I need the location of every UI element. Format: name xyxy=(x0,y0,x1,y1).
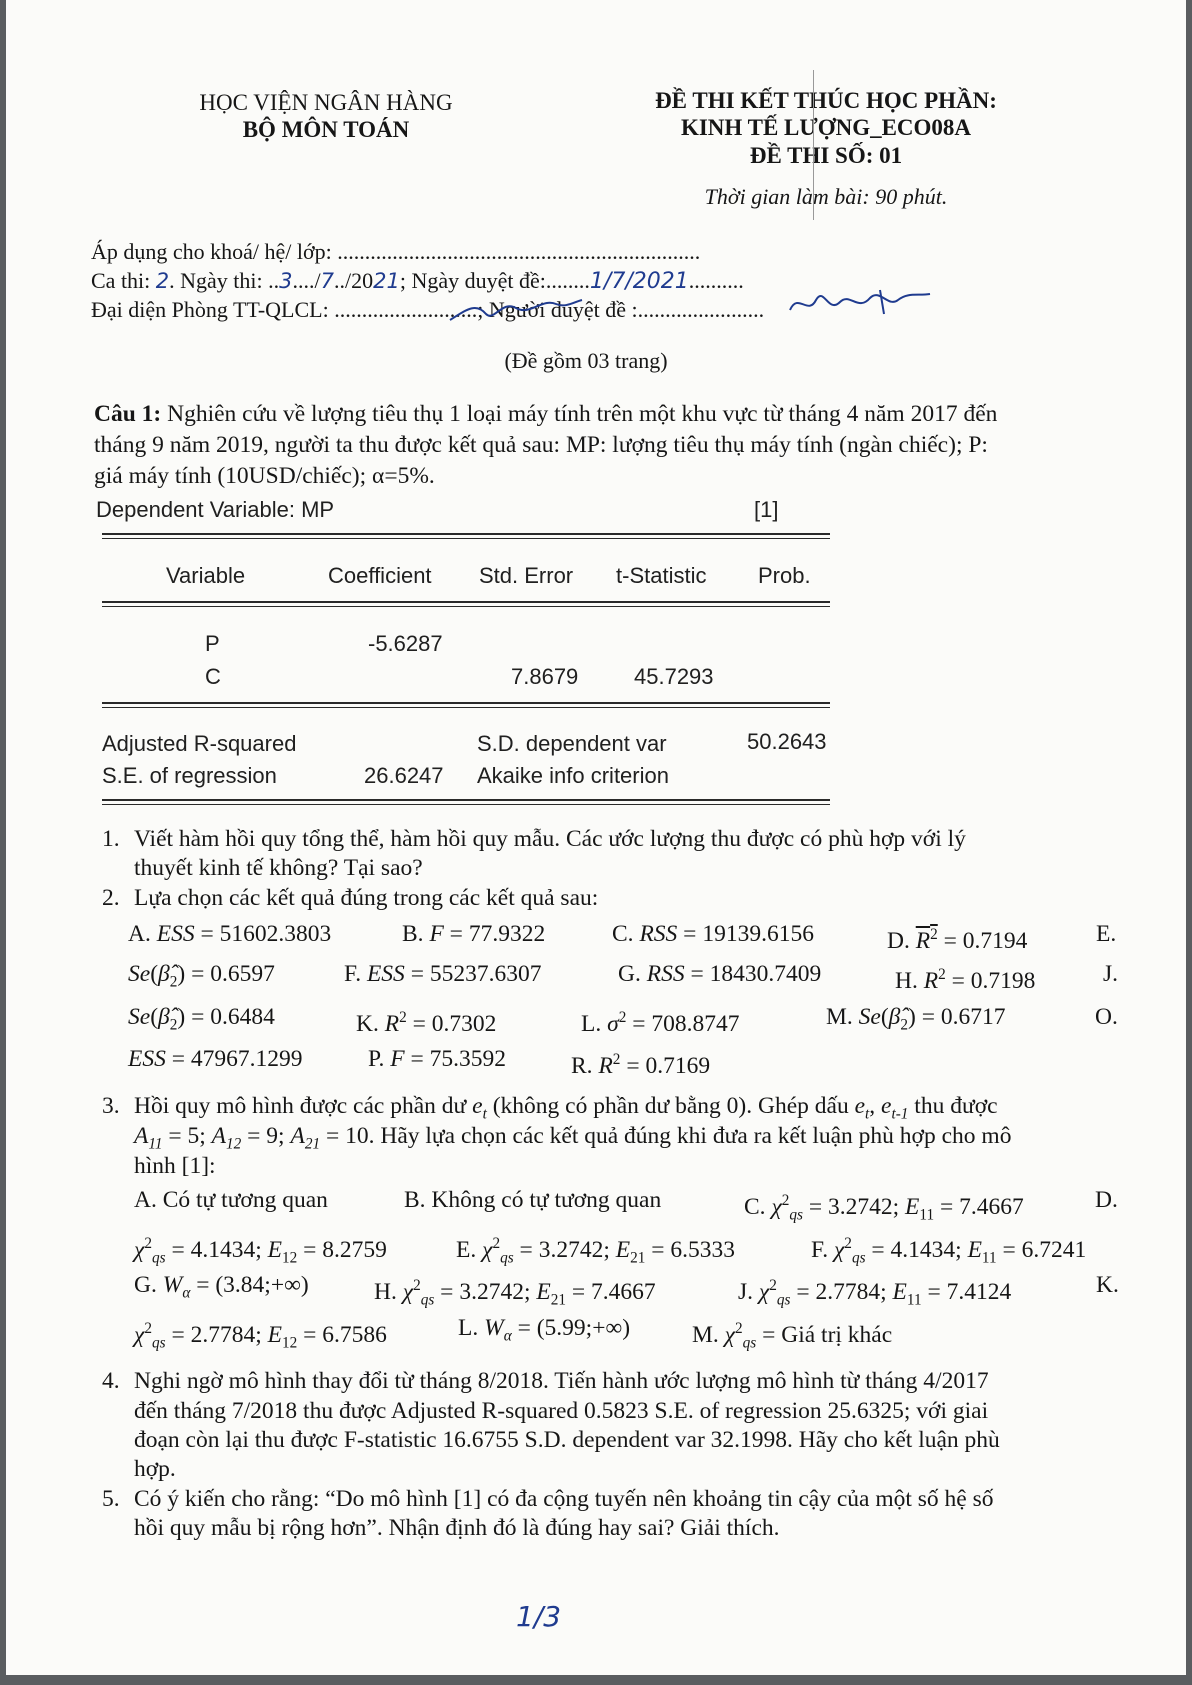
q2-option-m: M. $Se(\betâ_2) = 0.6717$ xyxy=(826,1004,1006,1034)
q3-option-e: E. $\chi^2_{qs} = 3.2742$; $E_{21} = 6.5333$ xyxy=(456,1235,735,1267)
handwritten-year: 21 xyxy=(373,269,400,293)
akaike-label: Akaike info criterion xyxy=(477,763,669,788)
question1-line3: giá máy tính (10USD/chiếc); α=5%. xyxy=(94,463,435,489)
item2-number: 2. xyxy=(102,885,120,911)
handwritten-page-number: 1/3 xyxy=(516,1600,562,1633)
representative-line: Đại diện Phòng TT-QLCL: ..........................; Người duyệt đề :....................... xyxy=(91,297,765,322)
q3-option-d: $\chi^2_{qs} = 4.1434$; $E_{12} = 8.2759$ xyxy=(134,1235,387,1267)
q3-option-l: L. $W_\alpha$ = (5.99;+∞) xyxy=(458,1315,631,1345)
table-mid-rule xyxy=(102,702,830,704)
q3-option-j: J. $\chi^2_{qs} = 2.7784$; $E_{11} = 7.4124$ xyxy=(738,1277,1012,1309)
row-c-variable: C xyxy=(205,664,221,689)
q2-option-c: C. RSS = 19139.6156 xyxy=(612,921,814,947)
table-bottom-rule xyxy=(102,799,830,801)
handwritten-month: 7 xyxy=(320,269,335,293)
q3-option-g: G. $W_\alpha$ = (3.84;+∞) xyxy=(134,1272,309,1302)
q3-option-c: C. $\chi^2_{qs} = 3.2742$; $E_{11} = 7.4667$ xyxy=(744,1192,1024,1224)
q3-option-a: A. Có tự tương quan xyxy=(134,1187,328,1213)
col-header-t-stat: t-Statistic xyxy=(616,563,707,588)
q3-option-m: M. $\chi^2_{qs}$ = Giá trị khác xyxy=(692,1320,893,1352)
item5-number: 5. xyxy=(102,1486,120,1512)
item4-number: 4. xyxy=(102,1368,120,1394)
row-c-t-stat: 45.7293 xyxy=(634,664,714,689)
q3-option-b: B. Không có tự tương quan xyxy=(404,1187,662,1213)
q2-option-h: H. $R^2 = 0.7198$ xyxy=(895,966,1036,994)
row-c-std-error: 7.8679 xyxy=(511,664,579,689)
q2-option-a: A. ESS = 51602.3803 xyxy=(128,921,332,947)
handwritten-shift: 2 xyxy=(155,269,170,293)
q2-option-o: ESS = 47967.1299 xyxy=(128,1046,303,1072)
exam-title: ĐỀ THI KẾT THÚC HỌC PHẦN: xyxy=(655,88,997,113)
question1-line2: tháng 9 năm 2019, người ta thu được kết quả sau: MP: lượng tiêu thụ máy tính (ngàn chiếc); P: xyxy=(94,432,988,458)
q2-option-e: $Se(\betâ_2) = 0.6597$ xyxy=(128,961,275,991)
q2-option-d: D. $R^2 = 0.7194$ xyxy=(887,926,1028,954)
institution-name: HỌC VIỆN NGÂN HÀNG xyxy=(199,90,453,115)
item4-line1: Nghi ngờ mô hình thay đổi từ tháng 8/2018. Tiến hành ước lượng mô hình từ tháng 4/2017 xyxy=(134,1368,989,1394)
question1-title: Câu 1: xyxy=(94,401,162,427)
item3-line1: Hồi quy mô hình được các phần dư $e_t$ (không có phần dư bằng 0). Ghép dấu $e_t$, $e_{t-1}$ thu được xyxy=(134,1093,998,1123)
handwritten-approval-date: 1/7/2021 xyxy=(589,269,689,294)
q2-option-o-label: O. xyxy=(1095,1004,1118,1030)
apply-line: Áp dụng cho khoá/ hệ/ lớp: .................................................................. xyxy=(91,239,701,264)
row-p-coefficient: -5.6287 xyxy=(368,631,443,656)
signature-qlcl xyxy=(446,292,586,326)
q2-option-b: B. F = 77.9322 xyxy=(402,921,546,947)
course-title: KINH TẾ LƯỢNG_ECO08A xyxy=(680,115,972,140)
shift-line: Ca thi: 2. Ngày thi: ..3..../7../2021; Ngày duyệt đề:........1/7/2021.......... xyxy=(91,268,744,294)
item3-line3: hình [1]: xyxy=(134,1153,216,1179)
q3-option-h: H. $\chi^2_{qs} = 3.2742$; $E_{21} = 7.4667$ xyxy=(374,1277,656,1309)
col-header-prob: Prob. xyxy=(758,563,811,588)
item2-stem: Lựa chọn các kết quả đúng trong các kết quả sau: xyxy=(134,885,599,911)
q2-option-k: K. $R^2 = 0.7302$ xyxy=(356,1009,497,1037)
item4-line3: đoạn còn lại thu được F-statistic 16.6755 S.D. dependent var 32.1998. Hãy cho kết luận phù xyxy=(134,1427,1000,1453)
item5-line1: Có ý kiến cho rằng: “Do mô hình [1] có đa cộng tuyến nên khoảng tin cậy của một số hệ số xyxy=(134,1486,994,1512)
table-header-rule xyxy=(102,601,830,603)
se-regression-value: 26.6247 xyxy=(364,763,444,788)
table-top-rule-2 xyxy=(102,538,830,539)
fold-line xyxy=(813,70,814,220)
item3-number: 3. xyxy=(102,1093,120,1119)
item4-line4: hợp. xyxy=(134,1456,176,1482)
question1-line1: Câu 1: Nghiên cứu về lượng tiêu thụ 1 loại máy tính trên một khu vực từ tháng 4 năm 2017 đến xyxy=(94,401,998,427)
table-top-rule xyxy=(102,533,830,535)
item4-line2: đến tháng 7/2018 thu được Adjusted R-squared 0.5823 S.E. of regression 25.6325; với giai xyxy=(134,1398,989,1424)
q2-option-j-label: J. xyxy=(1103,961,1119,987)
q2-option-p: P. F = 75.3592 xyxy=(368,1046,506,1072)
sd-dependent-label: S.D. dependent var xyxy=(477,731,667,756)
exam-page xyxy=(6,0,1186,1675)
adj-r2-label: Adjusted R-squared xyxy=(102,731,297,756)
model-tag: [1] xyxy=(754,497,779,522)
q3-option-d-label: D. xyxy=(1095,1187,1118,1213)
q2-option-f: F. ESS = 55237.6307 xyxy=(344,961,542,987)
item5-line2: hồi quy mẫu bị rộng hơn”. Nhận định đó là đúng hay sai? Giải thích. xyxy=(134,1515,780,1541)
col-header-coefficient: Coefficient xyxy=(328,563,432,588)
q2-option-j: $Se(\betâ_2) = 0.6484$ xyxy=(128,1004,275,1034)
table-header-rule-2 xyxy=(102,606,830,607)
q2-option-r: R. $R^2 = 0.7169$ xyxy=(571,1051,711,1079)
q2-option-e-label: E. xyxy=(1096,921,1117,947)
col-header-std-error: Std. Error xyxy=(479,563,574,588)
col-header-variable: Variable xyxy=(166,563,246,588)
sd-dependent-value: 50.2643 xyxy=(747,729,827,754)
exam-number: ĐỀ THI SỐ: 01 xyxy=(749,143,903,168)
q3-option-f: F. $\chi^2_{qs} = 4.1434$; $E_{11} = 6.7241$ xyxy=(811,1235,1087,1267)
time-limit: Thời gian làm bài: 90 phút. xyxy=(704,184,948,209)
q2-option-l: L. $\sigma^2 = 708.8747$ xyxy=(581,1009,740,1037)
item1-number: 1. xyxy=(102,826,120,852)
row-p-variable: P xyxy=(205,631,220,656)
q3-option-k: $\chi^2_{qs} = 2.7784$; $E_{12} = 6.7586$ xyxy=(134,1320,387,1352)
item1-line2: thuyết kinh tế không? Tại sao? xyxy=(134,855,423,881)
signature-approver xyxy=(784,284,934,322)
table-bottom-rule-2 xyxy=(102,804,830,805)
department-name: BỘ MÔN TOÁN xyxy=(242,117,410,142)
se-regression-label: S.E. of regression xyxy=(102,763,277,788)
page-count-note: (Đề gồm 03 trang) xyxy=(504,348,668,373)
item3-line2: $A_{11} = 5$; $A_{12} = 9$; $A_{21} = 10$. Hãy lựa chọn các kết quả đúng khi đưa ra kết luận phù hợp cho mô xyxy=(134,1123,1012,1153)
handwritten-day: 3 xyxy=(279,269,293,293)
dependent-variable: Dependent Variable: MP xyxy=(96,497,335,522)
table-mid-rule-2 xyxy=(102,707,830,708)
q3-option-k-label: K. xyxy=(1096,1272,1119,1298)
q2-option-g: G. RSS = 18430.7409 xyxy=(618,961,822,987)
item1-line1: Viết hàm hồi quy tổng thể, hàm hồi quy mẫu. Các ước lượng thu được có phù hợp với lý xyxy=(134,826,966,852)
